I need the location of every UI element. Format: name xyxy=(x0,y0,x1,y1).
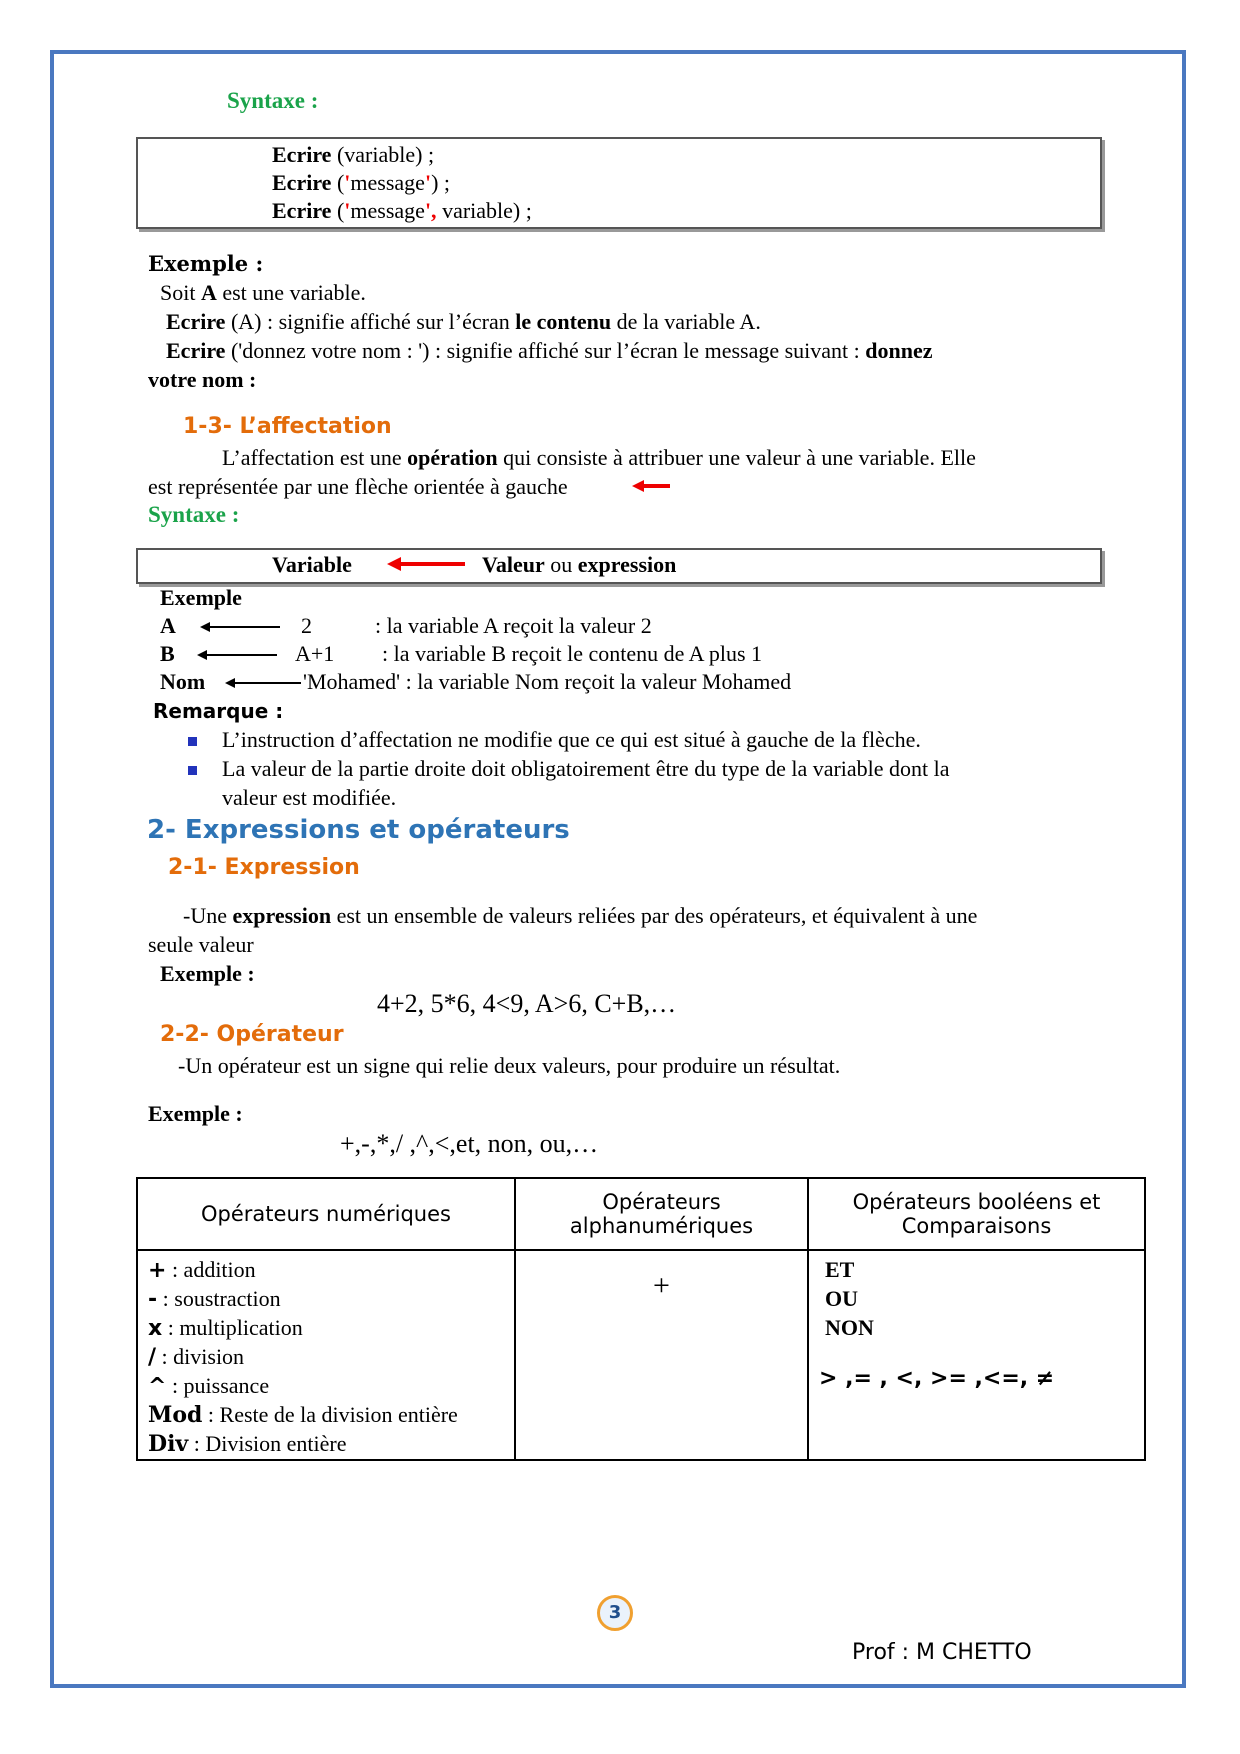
alpha-cell: + xyxy=(515,1250,808,1460)
header-bool: Opérateurs booléens et Comparaisons xyxy=(808,1178,1145,1250)
remarque-title: Remarque : xyxy=(153,699,284,723)
ex-rhs-a: 2 xyxy=(301,613,312,638)
ex-lhs-b: B xyxy=(160,641,175,666)
numeric-op: + : addition xyxy=(148,1257,256,1283)
section2-heading: 2- Expressions et opérateurs xyxy=(147,815,570,845)
bool-cell xyxy=(808,1250,1145,1460)
exemple-line-2: Ecrire (A) : signifie affiché sur l’écran le contenu de la variable A. xyxy=(166,309,761,334)
exemple-title: Exemple : xyxy=(148,251,264,276)
red-left-arrow-icon xyxy=(632,479,672,493)
exemple-line-1: Soit A est une variable. xyxy=(160,280,366,305)
ex-lhs-a: A xyxy=(160,613,176,638)
comparison-ops: > ,= , <, >= ,<=, ≠ xyxy=(819,1366,1055,1391)
affectation-para-1: L’affectation est une opération qui consiste à attribuer une valeur à une variable. Elle xyxy=(222,445,976,470)
affectation-heading: 1-3- L’affectation xyxy=(183,414,392,439)
ex-desc-b: : la variable B reçoit le contenu de A plus 1 xyxy=(382,641,763,666)
expression-example: 4+2, 5*6, 4<9, A>6, C+B,… xyxy=(377,989,677,1018)
numeric-op: Mod : Reste de la division entière xyxy=(148,1402,458,1428)
syntaxe-title: Syntaxe : xyxy=(227,88,319,113)
operateur-heading: 2-2- Opérateur xyxy=(160,1022,344,1047)
bool-op: OU xyxy=(825,1286,858,1311)
remarque-3: valeur est modifiée. xyxy=(222,785,397,810)
syntaxe2-title: Syntaxe : xyxy=(148,502,240,527)
exemple-line-4: votre nom : xyxy=(148,367,257,392)
exemple3-title: Exemple : xyxy=(160,961,255,986)
ex-rhs-b: A+1 xyxy=(295,641,335,666)
red-left-arrow-icon xyxy=(387,556,467,572)
ex-rhs-nom: 'Mohamed' : la variable Nom reçoit la valeur Mohamed xyxy=(303,669,792,694)
left-arrow-icon xyxy=(197,649,279,661)
operateur-example: +,-,*,/ ,^,<,et, non, ou,… xyxy=(340,1129,599,1158)
numeric-op: ^ : puissance xyxy=(148,1373,270,1399)
syntax-line-3: Ecrire ('message', variable) ; xyxy=(272,198,532,223)
numeric-op: x : multiplication xyxy=(148,1315,303,1341)
exemple4-title: Exemple : xyxy=(148,1101,243,1126)
header-numeric: Opérateurs numériques xyxy=(137,1178,515,1250)
page-number: 3 xyxy=(597,1595,633,1631)
left-arrow-icon xyxy=(200,621,282,633)
numeric-op: / : division xyxy=(148,1344,245,1370)
numeric-op: Div : Division entière xyxy=(148,1431,347,1457)
expression-heading: 2-1- Expression xyxy=(168,855,360,880)
header-alpha: Opérateurs alphanumériques xyxy=(515,1178,808,1250)
syntax-line-1: Ecrire (variable) ; xyxy=(272,142,435,167)
operateur-para: -Un opérateur est un signe qui relie deux valeurs, pour produire un résultat. xyxy=(178,1053,841,1078)
remarque-1: L’instruction d’affectation ne modifie que ce qui est situé à gauche de la flèche. xyxy=(222,727,921,752)
syn-variable: Variable xyxy=(272,552,352,577)
exemple-line-3: Ecrire ('donnez votre nom : ') : signifie affiché sur l’écran le message suivant : donnez xyxy=(166,338,933,363)
syntax-line-2: Ecrire ('message') ; xyxy=(272,170,451,195)
syn-valeur-expression: Valeur ou expression xyxy=(482,552,677,577)
expression-para-2: seule valeur xyxy=(148,932,254,957)
exemple2-title: Exemple xyxy=(160,585,242,610)
left-arrow-icon xyxy=(225,677,303,689)
bool-op: NON xyxy=(825,1315,874,1340)
numeric-op: - : soustraction xyxy=(148,1286,281,1312)
bullet-icon xyxy=(188,737,197,746)
affectation-para-2: est représentée par une flèche orientée à gauche xyxy=(148,474,568,499)
ex-lhs-nom: Nom xyxy=(160,669,206,694)
author: Prof : M CHETTO xyxy=(852,1640,1032,1665)
ex-desc-a: : la variable A reçoit la valeur 2 xyxy=(375,613,652,638)
remarque-2: La valeur de la partie droite doit obligatoirement être du type de la variable dont la xyxy=(222,756,950,781)
expression-para-1: -Une expression est un ensemble de valeurs reliées par des opérateurs, et équivalent à une xyxy=(183,903,978,928)
operators-table xyxy=(136,1177,1146,1461)
bool-op: ET xyxy=(825,1257,855,1282)
numeric-cell xyxy=(137,1250,515,1460)
bullet-icon xyxy=(188,766,197,775)
